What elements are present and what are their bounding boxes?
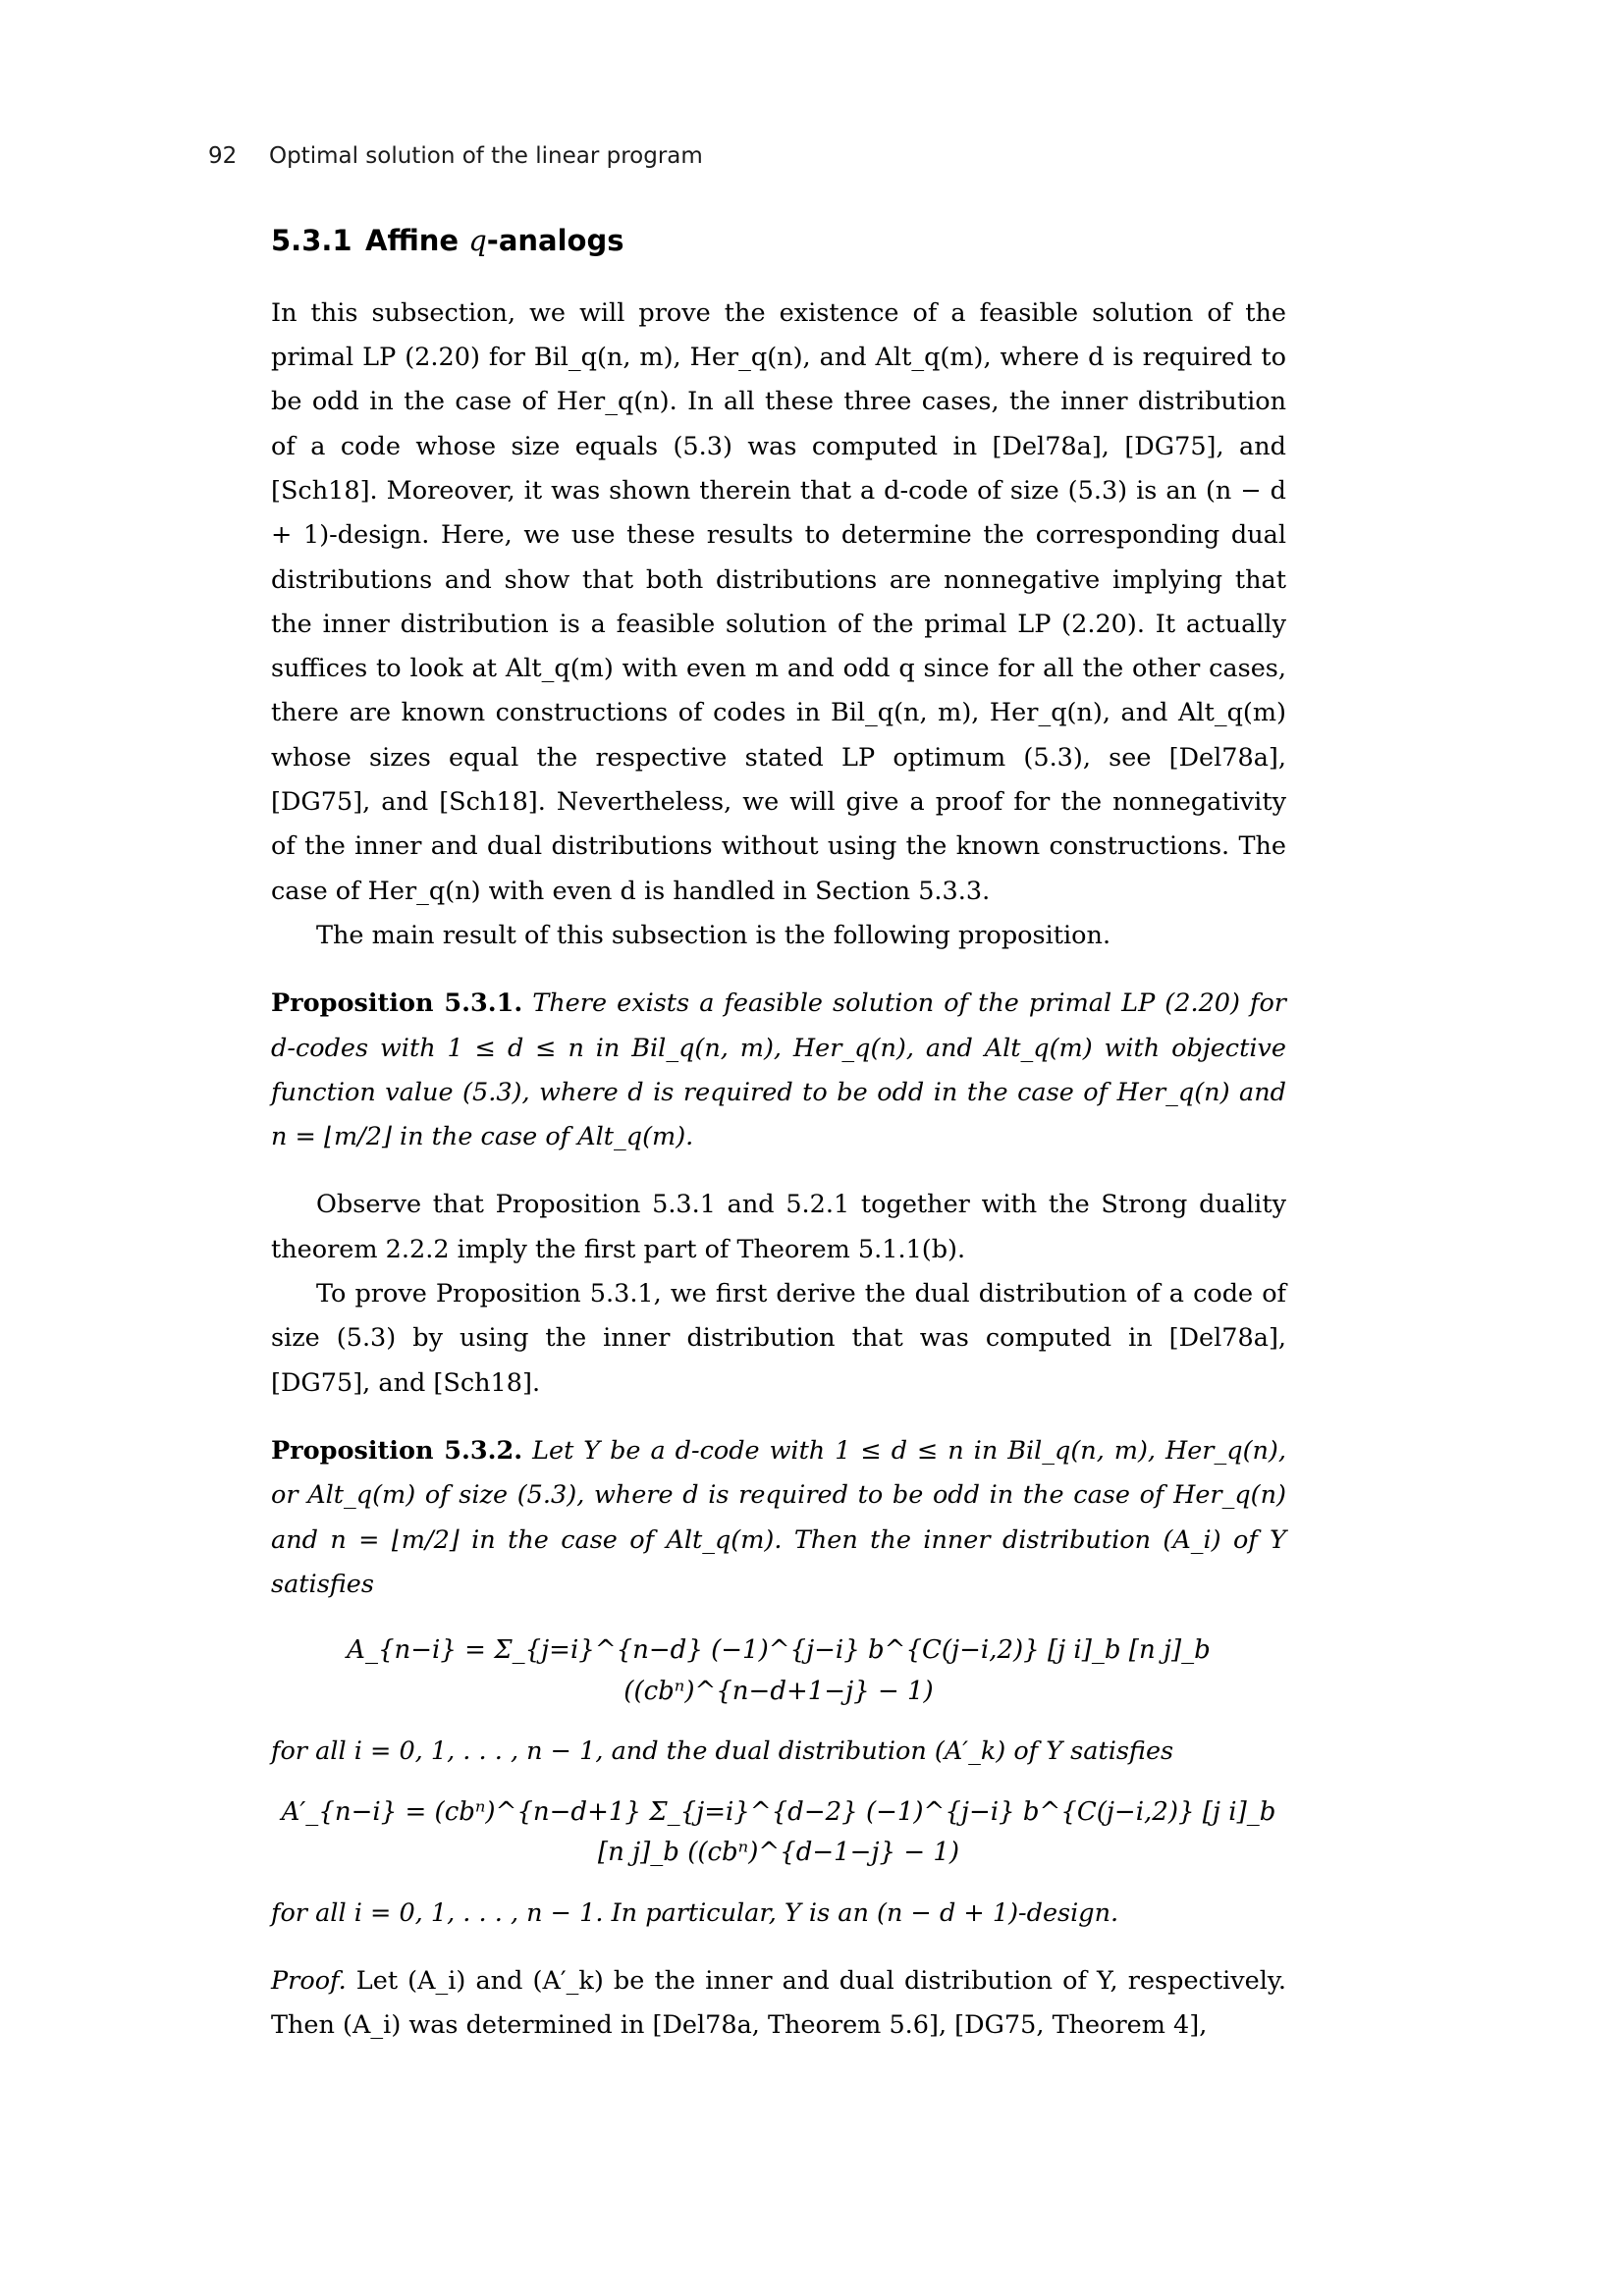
- proposition-mid-text: for all i = 0, 1, . . . , n − 1, and the dual distribution (A′_k) of Y satisfies: [271, 1736, 1174, 1767]
- equation-inner-distribution: A_{n−i} = Σ_{j=i}^{n−d} (−1)^{j−i} b^{C(j−i,2)} [j i]_b [n j]_b ((cbⁿ)^{n−d+1−j} − 1): [347, 1635, 1211, 1706]
- main-content: [271, 224, 1286, 2049]
- section-title-var: q: [468, 224, 487, 257]
- section-title-prefix: Affine: [365, 224, 460, 257]
- equation-dual-distribution: A′_{n−i} = (cbⁿ)^{n−d+1} Σ_{j=i}^{d−2} (−1)^{j−i} b^{C(j−i,2)} [j i]_b [n j]_b ((cbⁿ)^{d−1−j} − 1): [281, 1796, 1276, 1868]
- proof-label: Proof.: [271, 1966, 347, 1997]
- section-number: 5.3.1: [271, 224, 352, 257]
- paragraph-intro: In this subsection, we will prove the existence of a feasible solution of the primal LP (2.20) for Bil_q(n, m), Her_q(n), and Alt_q(m), where d is required to be odd in the case of Her_q(n). In all these three cases, the inner distribution of a code whose size equals (5.3) was computed in [Del78a], [DG75], and [Sch18]. Moreover, it was shown therein that a d-code of size (5.3) is an (n − d + 1)-design. Here, we use these results to determine the corresponding dual distributions and show that both distributions are nonnegative implying that the inner distribution is a feasible solution of the primal LP (2.20). It actually suffices to look at Alt_q(m) with even m and odd q since for all the other cases, there are known constructions of codes in Bil_q(n, m), Her_q(n), and Alt_q(m) whose sizes equal the respective stated LP optimum (5.3), see [Del78a], [DG75], and [Sch18]. Nevertheless, we will give a proof for the nonnegativity of the inner and dual distributions without using the known constructions. The case of Her_q(n) with even d is handled in Section 5.3.3.: [271, 297, 1286, 906]
- proposition-tail-text: for all i = 0, 1, . . . , n − 1. In particular, Y is an (n − d + 1)-design.: [271, 1897, 1119, 1928]
- section-title-suffix: -analogs: [486, 224, 624, 257]
- proof-paragraph: [271, 1959, 1286, 2049]
- proposition-body: There exists a feasible solution of the primal LP (2.20) for d-codes with 1 ≤ d ≤ n in Bil_q(n, m), Her_q(n), and Alt_q(m) with objective function value (5.3), where d is required to be odd in the case of Her_q(n) and n = ⌊m/2⌋ in the case of Alt_q(m).: [271, 988, 1286, 1152]
- proposition-label: Proposition 5.3.1.: [271, 988, 523, 1019]
- proof-body: Let (A_i) and (A′_k) be the inner and dual distribution of Y, respectively. Then (A_i) was determined in [Del78a, Theorem 5.6], [DG75, Theorem 4],: [271, 1966, 1287, 2041]
- section-heading: [271, 224, 1286, 258]
- running-title: Optimal solution of the linear program: [269, 143, 703, 169]
- proposition-5-3-2: [271, 1429, 1286, 1607]
- paragraph-observe: Observe that Proposition 5.3.1 and 5.2.1 together with the Strong duality theorem 2.2.2 imply the first part of Theorem 5.1.1(b).: [271, 1190, 1286, 1264]
- proposition-label: Proposition 5.3.2.: [271, 1435, 523, 1466]
- paragraph-main-result: The main result of this subsection is the following proposition.: [316, 920, 1111, 950]
- page-number: 92: [208, 143, 238, 169]
- running-head: [208, 143, 703, 169]
- proposition-body: Let Y be a d-code with 1 ≤ d ≤ n in Bil_q(n, m), Her_q(n), or Alt_q(m) of size (5.3), where d is required to be odd in the case of Her_q(n) and n = ⌊m/2⌋ in the case of Alt_q(m). Then the inner distribution (A_i) of Y satisfies: [271, 1435, 1286, 1599]
- proposition-5-3-1: [271, 982, 1286, 1159]
- paragraph-to-prove: To prove Proposition 5.3.1, we first derive the dual distribution of a code of size (5.3) by using the inner distribution that was computed in [Del78a], [DG75], and [Sch18].: [271, 1279, 1286, 1398]
